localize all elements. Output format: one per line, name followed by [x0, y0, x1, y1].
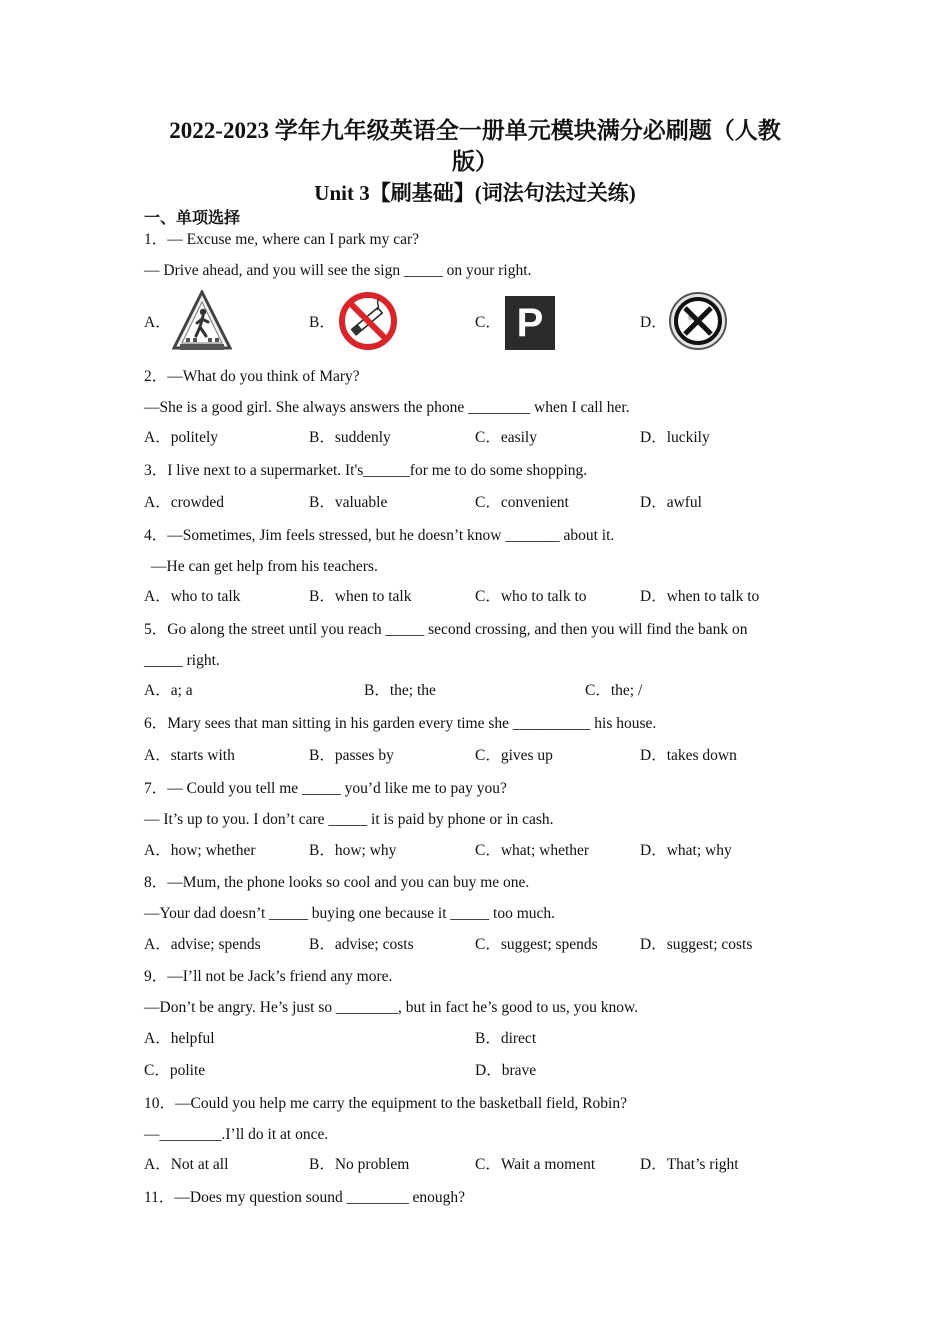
q4-stem-line2: —He can get help from his teachers.: [151, 558, 378, 575]
q8-option-a: A．advise; spends: [144, 936, 261, 953]
q10-option-b: B．No problem: [309, 1156, 410, 1173]
no-passing-sign-icon: [668, 290, 728, 352]
pedestrian-crossing-sign-icon: [172, 290, 232, 352]
q10-option-a: A．Not at all: [144, 1156, 229, 1173]
q9-stem: 9．—I’ll not be Jack’s friend any more.: [144, 968, 393, 985]
q5-option-b: B．the; the: [364, 682, 436, 699]
q11-stem: 11．—Does my question sound ________ enough?: [144, 1189, 466, 1206]
document-title-line1: 2022-2023 学年九年级英语全一册单元模块满分必刷题（人教: [169, 118, 781, 143]
q1-option-a-label: A．: [144, 314, 171, 331]
q8-option-c: C．suggest; spends: [475, 936, 598, 953]
q7-stem: 7．— Could you tell me _____ you’d like me to pay you?: [144, 780, 507, 797]
q8-stem-line2: —Your dad doesn’t _____ buying one because it _____ too much.: [144, 905, 555, 922]
q2-stem-line2: —She is a good girl. She always answers the phone ________ when I call her.: [144, 399, 630, 416]
parking-sign-letter: P: [516, 301, 544, 345]
q6-option-a: A．starts with: [144, 747, 235, 764]
q1-option-c-label: C．: [475, 314, 501, 331]
q1-option-b-label: B．: [309, 314, 335, 331]
q9-option-a: A．helpful: [144, 1030, 215, 1047]
document-subtitle: Unit 3【刷基础】(词法句法过关练): [314, 181, 636, 205]
no-passing-sign-caption: 禁行止: [688, 316, 704, 322]
q10-stem: 10．—Could you help me carry the equipment to the basketball field, Robin?: [144, 1095, 627, 1112]
q8-option-b: B．advise; costs: [309, 936, 414, 953]
q4-option-a: A．who to talk: [144, 588, 241, 605]
q2-stem: 2．—What do you think of Mary?: [144, 368, 360, 385]
q3-option-a: A．crowded: [144, 494, 225, 511]
q4-stem: 4．—Sometimes, Jim feels stressed, but he doesn’t know _______ about it.: [144, 527, 615, 544]
q6-option-d: D．takes down: [640, 747, 737, 764]
q2-option-a: A．politely: [144, 429, 219, 446]
q3-option-d: D．awful: [640, 494, 702, 511]
q10-option-d: D．That’s right: [640, 1156, 739, 1173]
q1-stem-line2: — Drive ahead, and you will see the sign _____ on your right.: [144, 262, 532, 279]
q5-option-c: C．the; /: [585, 682, 643, 699]
q5-stem: 5．Go along the street until you reach _____ second crossing, and then you will find the bank on: [144, 621, 748, 638]
q10-stem-line2: —________.I’ll do it at once.: [144, 1126, 329, 1143]
section-title: 一、单项选择: [144, 210, 241, 227]
document-title-line2: 版）: [452, 149, 498, 174]
parking-sign-icon: [505, 296, 555, 350]
q6-stem: 6．Mary sees that man sitting in his garden every time she __________ his house.: [144, 715, 657, 732]
q4-option-d: D．when to talk to: [640, 588, 760, 605]
q7-option-b: B．how; why: [309, 842, 397, 859]
q9-stem-line2: —Don’t be angry. He’s just so ________, but in fact he’s good to us, you know.: [144, 999, 639, 1016]
q10-option-c: C．Wait a moment: [475, 1156, 596, 1173]
no-smoking-sign-icon: [337, 290, 397, 352]
q1-stem: 1．— Excuse me, where can I park my car?: [144, 231, 420, 248]
q3-option-b: B．valuable: [309, 494, 388, 511]
q4-option-b: B．when to talk: [309, 588, 412, 605]
q9-option-c: C．polite: [144, 1062, 206, 1079]
q4-option-c: C．who to talk to: [475, 588, 587, 605]
q6-option-c: C．gives up: [475, 747, 553, 764]
q8-stem: 8．—Mum, the phone looks so cool and you can buy me one.: [144, 874, 530, 891]
q9-option-b: B．direct: [475, 1030, 537, 1047]
q2-option-b: B．suddenly: [309, 429, 391, 446]
q2-option-d: D．luckily: [640, 429, 710, 446]
q3-stem: 3．I live next to a supermarket. It's______for me to do some shopping.: [144, 462, 588, 479]
q6-option-b: B．passes by: [309, 747, 394, 764]
q1-option-d-label: D．: [640, 314, 667, 331]
q7-option-c: C．what; whether: [475, 842, 590, 859]
q5-option-a: A．a; a: [144, 682, 193, 699]
q7-stem-line2: — It’s up to you. I don’t care _____ it is paid by phone or in cash.: [144, 811, 554, 828]
q3-option-c: C．convenient: [475, 494, 569, 511]
q2-option-c: C．easily: [475, 429, 537, 446]
q5-stem-line2: _____ right.: [144, 652, 220, 669]
q8-option-d: D．suggest; costs: [640, 936, 753, 953]
q7-option-d: D．what; why: [640, 842, 732, 859]
q9-option-d: D．brave: [475, 1062, 537, 1079]
q7-option-a: A．how; whether: [144, 842, 256, 859]
